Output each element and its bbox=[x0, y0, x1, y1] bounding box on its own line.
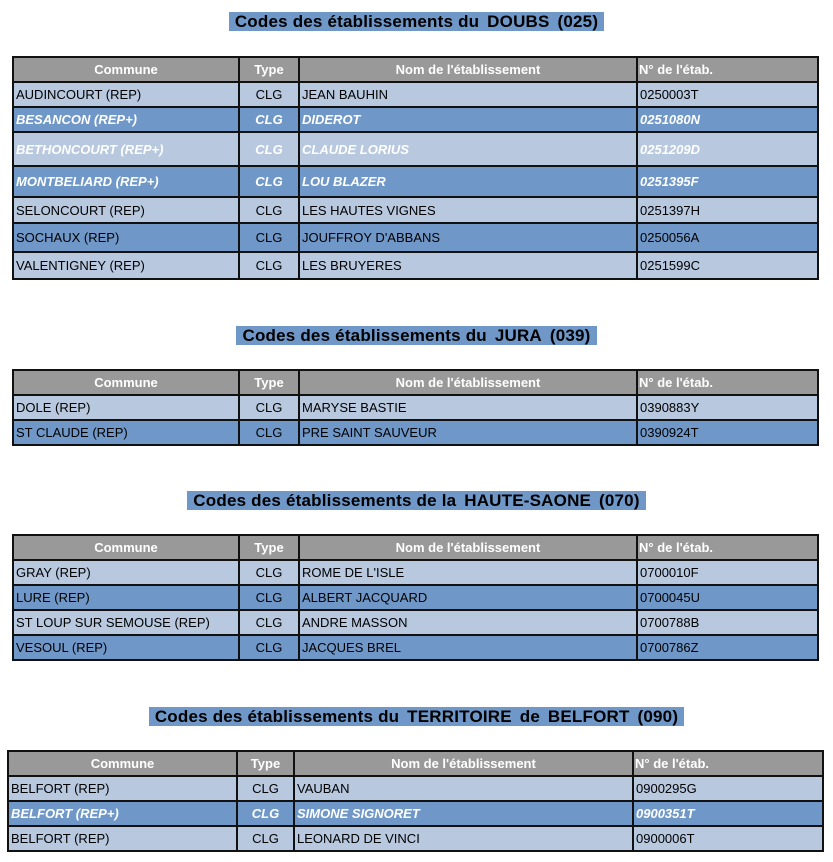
nom-cell: LES HAUTES VIGNES bbox=[299, 197, 637, 223]
type-cell: CLG bbox=[239, 82, 299, 107]
nom-cell: DIDEROT bbox=[299, 107, 637, 132]
table-row bbox=[13, 252, 818, 279]
section-title-jura: Codes des établissements du JURA (039) bbox=[0, 326, 833, 346]
commune-cell: VESOUL (REP) bbox=[13, 635, 239, 660]
commune-cell: VALENTIGNEY (REP) bbox=[13, 252, 239, 279]
col-num-header: N° de l'étab. bbox=[637, 57, 818, 82]
col-nom-header: Nom de l'établissement bbox=[299, 535, 637, 560]
commune-cell: BETHONCOURT (REP+) bbox=[13, 132, 239, 166]
section-title-doubs: Codes des établissements du DOUBS (025) bbox=[0, 12, 833, 32]
commune-cell: SOCHAUX (REP) bbox=[13, 223, 239, 252]
table-doubs bbox=[12, 56, 819, 280]
col-commune-header: Commune bbox=[13, 57, 239, 82]
num-cell: 0390924T bbox=[637, 420, 818, 445]
table-row bbox=[13, 635, 818, 660]
type-cell: CLG bbox=[239, 252, 299, 279]
col-num-header: N° de l'étab. bbox=[633, 751, 823, 776]
nom-cell: ANDRE MASSON bbox=[299, 610, 637, 635]
type-cell: CLG bbox=[239, 585, 299, 610]
num-cell: 0700788B bbox=[637, 610, 818, 635]
table-haute-saone bbox=[12, 534, 819, 661]
type-cell: CLG bbox=[239, 166, 299, 197]
commune-cell: MONTBELIARD (REP+) bbox=[13, 166, 239, 197]
table-row bbox=[8, 826, 823, 851]
type-cell: CLG bbox=[237, 776, 294, 801]
nom-cell: VAUBAN bbox=[294, 776, 633, 801]
num-cell: 0251397H bbox=[637, 197, 818, 223]
nom-cell: SIMONE SIGNORET bbox=[294, 801, 633, 826]
table-row bbox=[13, 82, 818, 107]
num-cell: 0250003T bbox=[637, 82, 818, 107]
table-row bbox=[13, 395, 818, 420]
nom-cell: MARYSE BASTIE bbox=[299, 395, 637, 420]
type-cell: CLG bbox=[239, 107, 299, 132]
nom-cell: ALBERT JACQUARD bbox=[299, 585, 637, 610]
table-header bbox=[13, 370, 818, 395]
table-row bbox=[13, 420, 818, 445]
commune-cell: BESANCON (REP+) bbox=[13, 107, 239, 132]
nom-cell: PRE SAINT SAUVEUR bbox=[299, 420, 637, 445]
num-cell: 0900006T bbox=[633, 826, 823, 851]
commune-cell: BELFORT (REP+) bbox=[8, 801, 237, 826]
type-cell: CLG bbox=[239, 560, 299, 585]
type-cell: CLG bbox=[239, 197, 299, 223]
num-cell: 0251080N bbox=[637, 107, 818, 132]
col-nom-header: Nom de l'établissement bbox=[299, 370, 637, 395]
table-row bbox=[13, 610, 818, 635]
table-row bbox=[13, 585, 818, 610]
col-nom-header: Nom de l'établissement bbox=[299, 57, 637, 82]
table-row bbox=[13, 197, 818, 223]
col-commune-header: Commune bbox=[8, 751, 237, 776]
num-cell: 0700010F bbox=[637, 560, 818, 585]
nom-cell: CLAUDE LORIUS bbox=[299, 132, 637, 166]
type-cell: CLG bbox=[237, 826, 294, 851]
table-row bbox=[13, 166, 818, 197]
col-commune-header: Commune bbox=[13, 535, 239, 560]
col-type-header: Type bbox=[239, 535, 299, 560]
type-cell: CLG bbox=[239, 132, 299, 166]
col-type-header: Type bbox=[237, 751, 294, 776]
commune-cell: BELFORT (REP) bbox=[8, 776, 237, 801]
nom-cell: ROME DE L'ISLE bbox=[299, 560, 637, 585]
num-cell: 0251395F bbox=[637, 166, 818, 197]
type-cell: CLG bbox=[239, 420, 299, 445]
num-cell: 0900295G bbox=[633, 776, 823, 801]
num-cell: 0251209D bbox=[637, 132, 818, 166]
num-cell: 0900351T bbox=[633, 801, 823, 826]
commune-cell: AUDINCOURT (REP) bbox=[13, 82, 239, 107]
table-belfort bbox=[7, 750, 824, 852]
nom-cell: LOU BLAZER bbox=[299, 166, 637, 197]
num-cell: 0700786Z bbox=[637, 635, 818, 660]
commune-cell: SELONCOURT (REP) bbox=[13, 197, 239, 223]
type-cell: CLG bbox=[239, 395, 299, 420]
table-row bbox=[13, 223, 818, 252]
nom-cell: JOUFFROY D'ABBANS bbox=[299, 223, 637, 252]
col-nom-header: Nom de l'établissement bbox=[294, 751, 633, 776]
table-header bbox=[8, 751, 823, 776]
type-cell: CLG bbox=[239, 223, 299, 252]
table-row bbox=[13, 560, 818, 585]
commune-cell: DOLE (REP) bbox=[13, 395, 239, 420]
table-header bbox=[13, 535, 818, 560]
num-cell: 0251599C bbox=[637, 252, 818, 279]
col-type-header: Type bbox=[239, 57, 299, 82]
num-cell: 0390883Y bbox=[637, 395, 818, 420]
commune-cell: ST LOUP SUR SEMOUSE (REP) bbox=[13, 610, 239, 635]
col-commune-header: Commune bbox=[13, 370, 239, 395]
table-row bbox=[8, 776, 823, 801]
type-cell: CLG bbox=[237, 801, 294, 826]
commune-cell: ST CLAUDE (REP) bbox=[13, 420, 239, 445]
nom-cell: JACQUES BREL bbox=[299, 635, 637, 660]
col-num-header: N° de l'étab. bbox=[637, 370, 818, 395]
type-cell: CLG bbox=[239, 635, 299, 660]
num-cell: 0700045U bbox=[637, 585, 818, 610]
table-row bbox=[13, 107, 818, 132]
nom-cell: JEAN BAUHIN bbox=[299, 82, 637, 107]
num-cell: 0250056A bbox=[637, 223, 818, 252]
commune-cell: GRAY (REP) bbox=[13, 560, 239, 585]
commune-cell: LURE (REP) bbox=[13, 585, 239, 610]
commune-cell: BELFORT (REP) bbox=[8, 826, 237, 851]
nom-cell: LES BRUYERES bbox=[299, 252, 637, 279]
table-row bbox=[13, 132, 818, 166]
section-title-haute-saone: Codes des établissements de la HAUTE-SAONE (070) bbox=[0, 491, 833, 511]
type-cell: CLG bbox=[239, 610, 299, 635]
table-header bbox=[13, 57, 818, 82]
section-title-belfort: Codes des établissements du TERRITOIRE de BELFORT (090) bbox=[0, 707, 833, 727]
nom-cell: LEONARD DE VINCI bbox=[294, 826, 633, 851]
table-jura bbox=[12, 369, 819, 446]
col-num-header: N° de l'étab. bbox=[637, 535, 818, 560]
col-type-header: Type bbox=[239, 370, 299, 395]
table-row bbox=[8, 801, 823, 826]
